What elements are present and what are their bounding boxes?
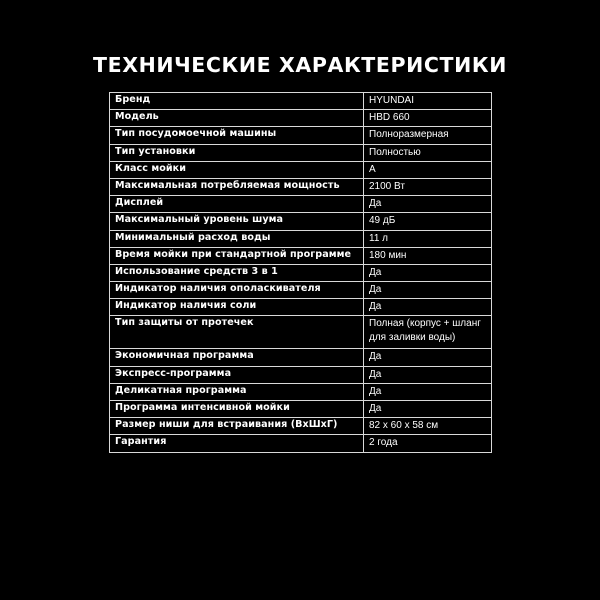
spec-name: Бренд: [110, 93, 364, 110]
spec-name: Время мойки при стандартной программе: [110, 247, 364, 264]
spec-name: Гарантия: [110, 435, 364, 452]
table-row: [110, 178, 492, 195]
spec-value: Да: [364, 196, 492, 213]
spec-name: Деликатная программа: [110, 383, 364, 400]
spec-name: Максимальная потребляемая мощность: [110, 178, 364, 195]
spec-value: 82 х 60 х 58 см: [364, 418, 492, 435]
table-row: [110, 264, 492, 281]
spec-value: 2100 Вт: [364, 178, 492, 195]
spec-name: Класс мойки: [110, 161, 364, 178]
specs-table: [109, 92, 492, 453]
spec-value: 49 дБ: [364, 213, 492, 230]
spec-name: Тип посудомоечной машины: [110, 127, 364, 144]
table-row: [110, 349, 492, 366]
table-row: [110, 230, 492, 247]
table-row: [110, 366, 492, 383]
spec-value: 180 мин: [364, 247, 492, 264]
spec-name: Модель: [110, 110, 364, 127]
spec-value: Да: [364, 349, 492, 366]
table-row: [110, 161, 492, 178]
spec-value: Да: [364, 299, 492, 316]
page-title: ТЕХНИЧЕСКИЕ ХАРАКТЕРИСТИКИ: [93, 53, 507, 77]
spec-name: Тип установки: [110, 144, 364, 161]
spec-value: 11 л: [364, 230, 492, 247]
spec-name: Размер ниши для встраивания (ВхШхГ): [110, 418, 364, 435]
table-row: [110, 213, 492, 230]
spec-value: Да: [364, 401, 492, 418]
spec-value: HBD 660: [364, 110, 492, 127]
spec-value: Да: [364, 282, 492, 299]
spec-value: Да: [364, 383, 492, 400]
table-row: [110, 316, 492, 349]
table-row: [110, 196, 492, 213]
spec-name: Экспресс-программа: [110, 366, 364, 383]
spec-name: Тип защиты от протечек: [110, 316, 364, 349]
table-row: [110, 418, 492, 435]
spec-value: Да: [364, 264, 492, 281]
spec-name: Использование средств 3 в 1: [110, 264, 364, 281]
spec-value: 2 года: [364, 435, 492, 452]
table-row: [110, 383, 492, 400]
spec-value: А: [364, 161, 492, 178]
spec-name: Программа интенсивной мойки: [110, 401, 364, 418]
spec-value: Полная (корпус + шланг для заливки воды): [364, 316, 492, 349]
spec-name: Дисплей: [110, 196, 364, 213]
spec-name: Индикатор наличия ополаскивателя: [110, 282, 364, 299]
table-row: [110, 282, 492, 299]
spec-value: Полностью: [364, 144, 492, 161]
table-row: [110, 144, 492, 161]
spec-value: HYUNDAI: [364, 93, 492, 110]
table-row: [110, 127, 492, 144]
table-row: [110, 110, 492, 127]
spec-value: Полноразмерная: [364, 127, 492, 144]
table-row: [110, 401, 492, 418]
table-row: [110, 247, 492, 264]
table-row: [110, 435, 492, 452]
spec-name: Экономичная программа: [110, 349, 364, 366]
spec-name: Минимальный расход воды: [110, 230, 364, 247]
table-row: [110, 93, 492, 110]
spec-name: Индикатор наличия соли: [110, 299, 364, 316]
table-row: [110, 299, 492, 316]
spec-name: Максимальный уровень шума: [110, 213, 364, 230]
spec-value: Да: [364, 366, 492, 383]
